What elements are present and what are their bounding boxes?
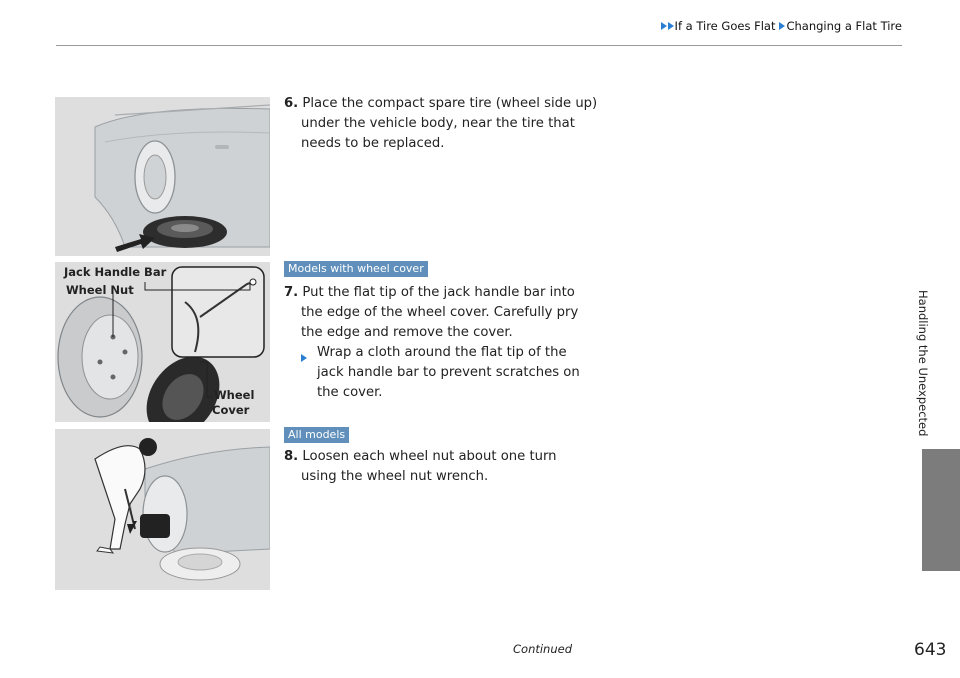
step-8-text-1: Loosen each wheel nut about one turn [302,449,557,464]
step-6-text-3: needs to be replaced. [301,136,445,151]
continued-label: Continued [513,642,573,656]
step-7-note-3: the cover. [317,385,383,400]
badge-models-with-wheel-cover: Models with wheel cover [284,261,428,277]
breadcrumb [661,19,902,33]
callout-cover: Cover [212,403,250,417]
step-8-number: 8. [284,449,299,464]
step-8-text-2: using the wheel nut wrench. [301,469,489,484]
triangle-arrow-icon [301,349,308,369]
step-7-note [301,343,580,403]
illustration-spare-tire-placement [55,97,270,256]
header-rule [56,45,902,46]
side-tab-marker [922,449,960,571]
callout-wheel-nut: Wheel Nut [66,283,134,297]
breadcrumb-item-flat-tire: If a Tire Goes Flat [674,19,776,33]
callout-wheel: Wheel [214,388,255,402]
triangle-arrow-icon [661,22,667,30]
step-6-text-2: under the vehicle body, near the tire that [301,116,575,131]
step-7-note-2: jack handle bar to prevent scratches on [317,365,580,380]
step-7-text-3: the edge and remove the cover. [301,325,513,340]
step-7-note-1: Wrap a cloth around the flat tip of the [317,345,567,360]
step-6 [284,94,597,154]
step-7 [284,283,578,343]
step-8 [284,447,557,487]
callout-jack-handle-bar: Jack Handle Bar [64,265,167,279]
triangle-arrow-icon [779,22,785,30]
badge-all-models: All models [284,427,349,443]
step-7-number: 7. [284,285,299,300]
step-6-number: 6. [284,96,299,111]
step-6-text-1: Place the compact spare tire (wheel side up) [302,96,598,111]
illustration-loosen-wheel-nuts [55,429,270,590]
step-7-text-1: Put the flat tip of the jack handle bar into [302,285,575,300]
step-7-text-2: the edge of the wheel cover. Carefully pry [301,305,579,320]
triangle-arrow-icon [668,22,674,30]
page-number: 643 [914,640,947,660]
breadcrumb-item-changing: Changing a Flat Tire [786,19,902,33]
